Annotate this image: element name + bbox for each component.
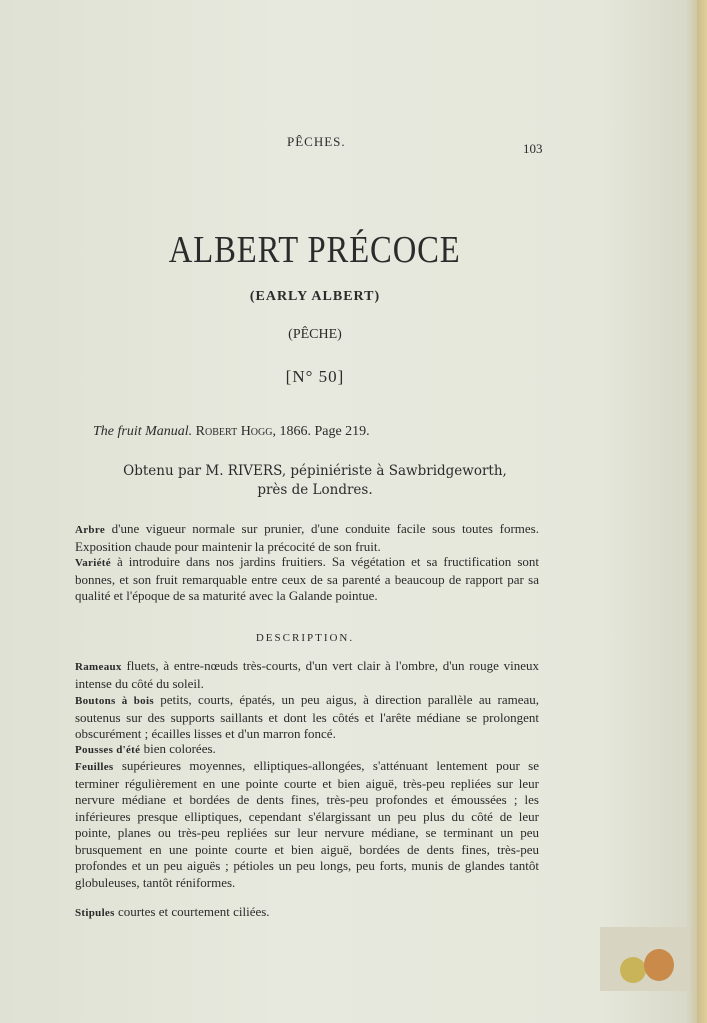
entry-number: [N° 50] — [285, 367, 345, 386]
page-edge — [697, 0, 707, 1023]
description-lead: Stipules — [75, 907, 115, 919]
description-heading: DESCRIPTION. — [255, 632, 355, 644]
page-number: 103 — [523, 141, 543, 156]
description-boutons — [75, 692, 539, 743]
running-head: PÊCHES. — [287, 134, 346, 149]
description-lead: Boutons à bois — [75, 695, 154, 707]
paragraph-lead: Variété — [75, 557, 111, 569]
description-text: petits, courts, épatés, un peu aigus, à direction parallèle au rameau, soutenus sur des supports saillants et dont les côtés et l'arête médiane se prolongent obscurément ; écailles lisses et d'un marron foncé. — [75, 692, 540, 741]
fruit-icon — [644, 949, 674, 981]
paragraph-text: d'une vigueur normale sur prunier, d'une conduite facile sous toutes formes. Exposition chaude pour maintenir la précocité de son fruit. — [75, 521, 539, 554]
description-lead: Feuilles — [75, 761, 114, 773]
reference-work: The fruit Manual. — [93, 424, 193, 439]
paragraph-variete — [75, 554, 539, 605]
description-text: fluets, à entre-nœuds très-courts, d'un vert clair à l'ombre, d'un rouge vineux intense du côté du soleil. — [75, 658, 539, 691]
page-title: ALBERT PRÉCOCE — [168, 229, 461, 271]
description-lead: Rameaux — [75, 661, 122, 673]
fruit-thumbnail — [600, 927, 690, 991]
description-stipules — [75, 904, 539, 922]
description-text: supérieures moyennes, elliptiques-allongées, s'atténuant lentement pour se terminer régulièrement en une pointe courte et bien aiguë, très-peu repliées sur leur nervure médiane et bordées de dents fines, très-peu profondes et émoussées ; les inférieures presque elliptiques, cependant s'élargissant un peu plus du côté de leur pointe, planes ou très-peu repliées sur leur nervure médiane, se terminant un peu brusquement en une pointe courte et bien aiguë, bordées de dents fines, très-peu profondes et un peu aiguës ; pétioles un peu longs, peu forts, munis de glandes tantôt globuleuses, tantôt réniformes. — [75, 758, 539, 890]
paragraph-text: à introduire dans nos jardins fruitiers. Sa végétation et sa fructification sont bonnes, et son fruit remarquable entre ceux de sa parenté a beaucoup de rapport par sa qualité et l'époque de sa maturité avec la Galande pointue. — [75, 554, 539, 603]
paragraph-lead: Arbre — [75, 524, 106, 536]
origin-note: Obtenu par M. RIVERS, pépiniériste à Sawbridgeworth, près de Londres. — [123, 463, 507, 498]
reference-rest: , 1866. Page 219. — [272, 424, 370, 439]
subtitle: (EARLY ALBERT) — [249, 289, 381, 304]
description-pousses — [75, 741, 539, 759]
description-text: courtes et courtement ciliées. — [114, 904, 270, 919]
fruit-kind: (PÊCHE) — [288, 327, 342, 342]
description-text: bien colorées. — [140, 741, 216, 756]
fruit-icon — [620, 957, 646, 983]
description-lead: Pousses d'été — [75, 744, 141, 756]
reference — [93, 424, 370, 440]
paragraph-arbre — [75, 521, 539, 555]
description-feuilles — [75, 758, 539, 891]
description-rameaux — [75, 658, 539, 692]
reference-author: Robert Hogg — [195, 424, 273, 439]
